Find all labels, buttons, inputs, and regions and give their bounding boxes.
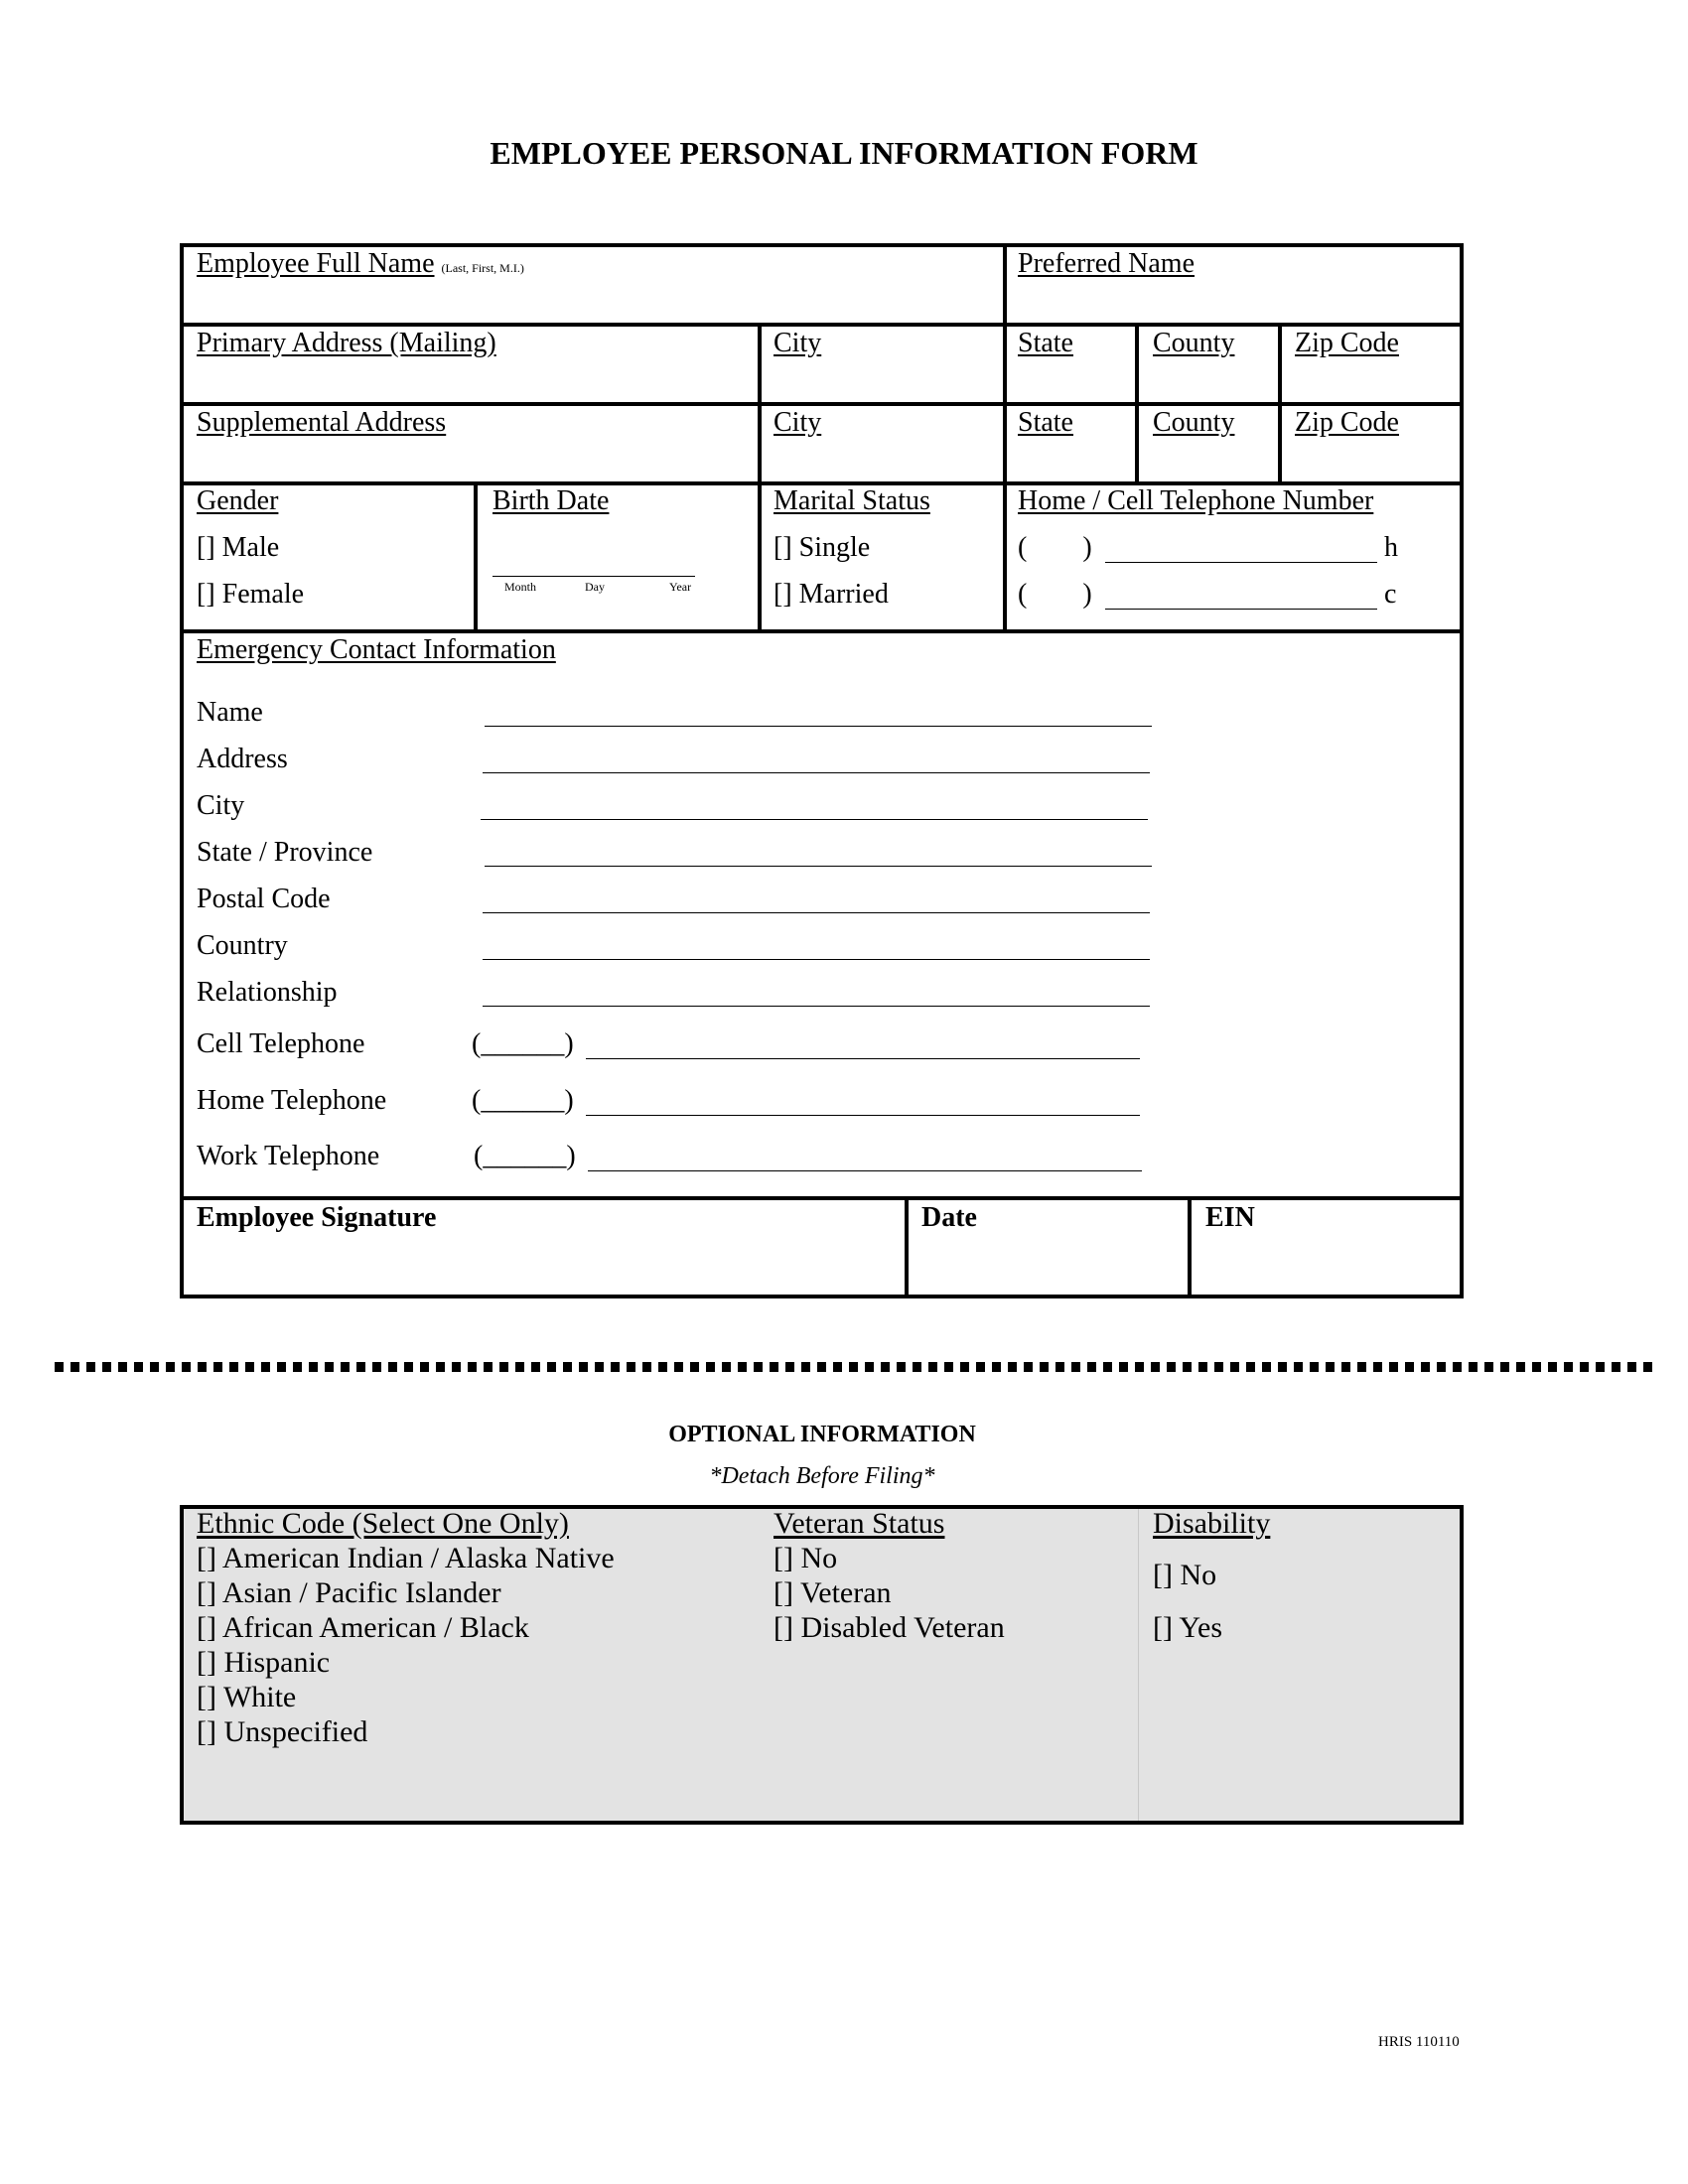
ein-label: EIN [1205,1202,1255,1233]
supplemental-city-label: City [774,407,822,438]
disability-option-yes[interactable]: [] Yes [1153,1611,1223,1644]
home-cell-phone-label: Home / Cell Telephone Number [1018,485,1374,516]
home-phone-suffix: h [1384,532,1398,563]
emergency-work-area-code: (______) [474,1141,576,1171]
marital-single-option[interactable]: [] Single [774,532,871,563]
primary-address-label: Primary Address (Mailing) [197,328,496,358]
optional-info-title: OPTIONAL INFORMATION [668,1422,976,1447]
emergency-address-line[interactable] [483,772,1150,773]
ethnic-option-african-american[interactable]: [] African American / Black [197,1611,529,1644]
birth-day-label: Day [585,580,605,594]
form-code: HRIS 110110 [1378,2034,1460,2050]
home-phone-line[interactable] [1105,562,1377,563]
cell-phone-line[interactable] [1105,609,1377,610]
emergency-relationship-label: Relationship [197,977,338,1008]
emergency-heading: Emergency Contact Information [197,634,556,665]
emergency-city-line[interactable] [481,819,1148,820]
home-phone-area-code: ( ) [1018,532,1092,563]
detach-line [55,1362,1653,1372]
detach-note: *Detach Before Filing* [709,1463,935,1489]
emergency-cell-label: Cell Telephone [197,1028,365,1059]
veteran-status-label: Veteran Status [774,1507,945,1540]
full-name-hint: (Last, First, M.I.) [441,261,524,275]
supplemental-county-label: County [1153,407,1235,438]
birth-month-label: Month [504,580,537,594]
disability-option-no[interactable]: [] No [1153,1559,1217,1591]
full-name-label: Employee Full Name [197,248,435,279]
disability-label: Disability [1153,1507,1271,1540]
emergency-work-line[interactable] [588,1170,1142,1171]
emergency-address-label: Address [197,744,288,774]
emergency-postal-line[interactable] [483,912,1150,913]
ethnic-option-asian[interactable]: [] Asian / Pacific Islander [197,1576,501,1609]
gender-female-option[interactable]: [] Female [197,579,305,610]
emergency-name-label: Name [197,697,263,728]
gender-male-option[interactable]: [] Male [197,532,280,563]
veteran-option-veteran[interactable]: [] Veteran [774,1576,892,1609]
birth-year-label: Year [669,580,692,594]
veteran-option-disabled[interactable]: [] Disabled Veteran [774,1611,1005,1644]
birth-date-line[interactable] [492,576,695,577]
marital-status-label: Marital Status [774,485,930,516]
emergency-state-line[interactable] [485,866,1152,867]
emergency-state-label: State / Province [197,837,373,868]
primary-county-label: County [1153,328,1235,358]
marital-married-option[interactable]: [] Married [774,579,889,610]
date-label: Date [921,1202,977,1233]
ethnic-option-unspecified[interactable]: [] Unspecified [197,1715,368,1748]
cell-phone-area-code: ( ) [1018,579,1092,610]
birth-date-label: Birth Date [492,485,610,516]
ethnic-option-american-indian[interactable]: [] American Indian / Alaska Native [197,1542,615,1574]
emergency-city-label: City [197,790,245,821]
supplemental-address-label: Supplemental Address [197,407,447,438]
emergency-country-line[interactable] [483,959,1150,960]
cell-phone-suffix: c [1384,579,1397,610]
emergency-postal-label: Postal Code [197,884,331,914]
gender-label: Gender [197,485,279,516]
ethnic-option-hispanic[interactable]: [] Hispanic [197,1646,331,1679]
primary-state-label: State [1018,328,1073,358]
emergency-country-label: Country [197,930,288,961]
supplemental-zip-label: Zip Code [1295,407,1399,438]
employee-signature-label: Employee Signature [197,1202,437,1233]
form-title: EMPLOYEE PERSONAL INFORMATION FORM [490,135,1198,171]
primary-city-label: City [774,328,822,358]
emergency-cell-area-code: (______) [472,1028,574,1059]
ethnic-option-white[interactable]: [] White [197,1681,297,1713]
primary-zip-label: Zip Code [1295,328,1399,358]
veteran-option-no[interactable]: [] No [774,1542,838,1574]
emergency-home-label: Home Telephone [197,1085,387,1116]
emergency-cell-line[interactable] [586,1058,1140,1059]
disability-divider [1138,1509,1139,1821]
emergency-work-label: Work Telephone [197,1141,380,1171]
emergency-relationship-line[interactable] [483,1006,1150,1007]
emergency-home-area-code: (______) [472,1085,574,1116]
supplemental-state-label: State [1018,407,1073,438]
preferred-name-label: Preferred Name [1018,248,1196,279]
emergency-home-line[interactable] [586,1115,1140,1116]
ethnic-code-label: Ethnic Code (Select One Only) [197,1507,569,1540]
emergency-name-line[interactable] [485,726,1152,727]
